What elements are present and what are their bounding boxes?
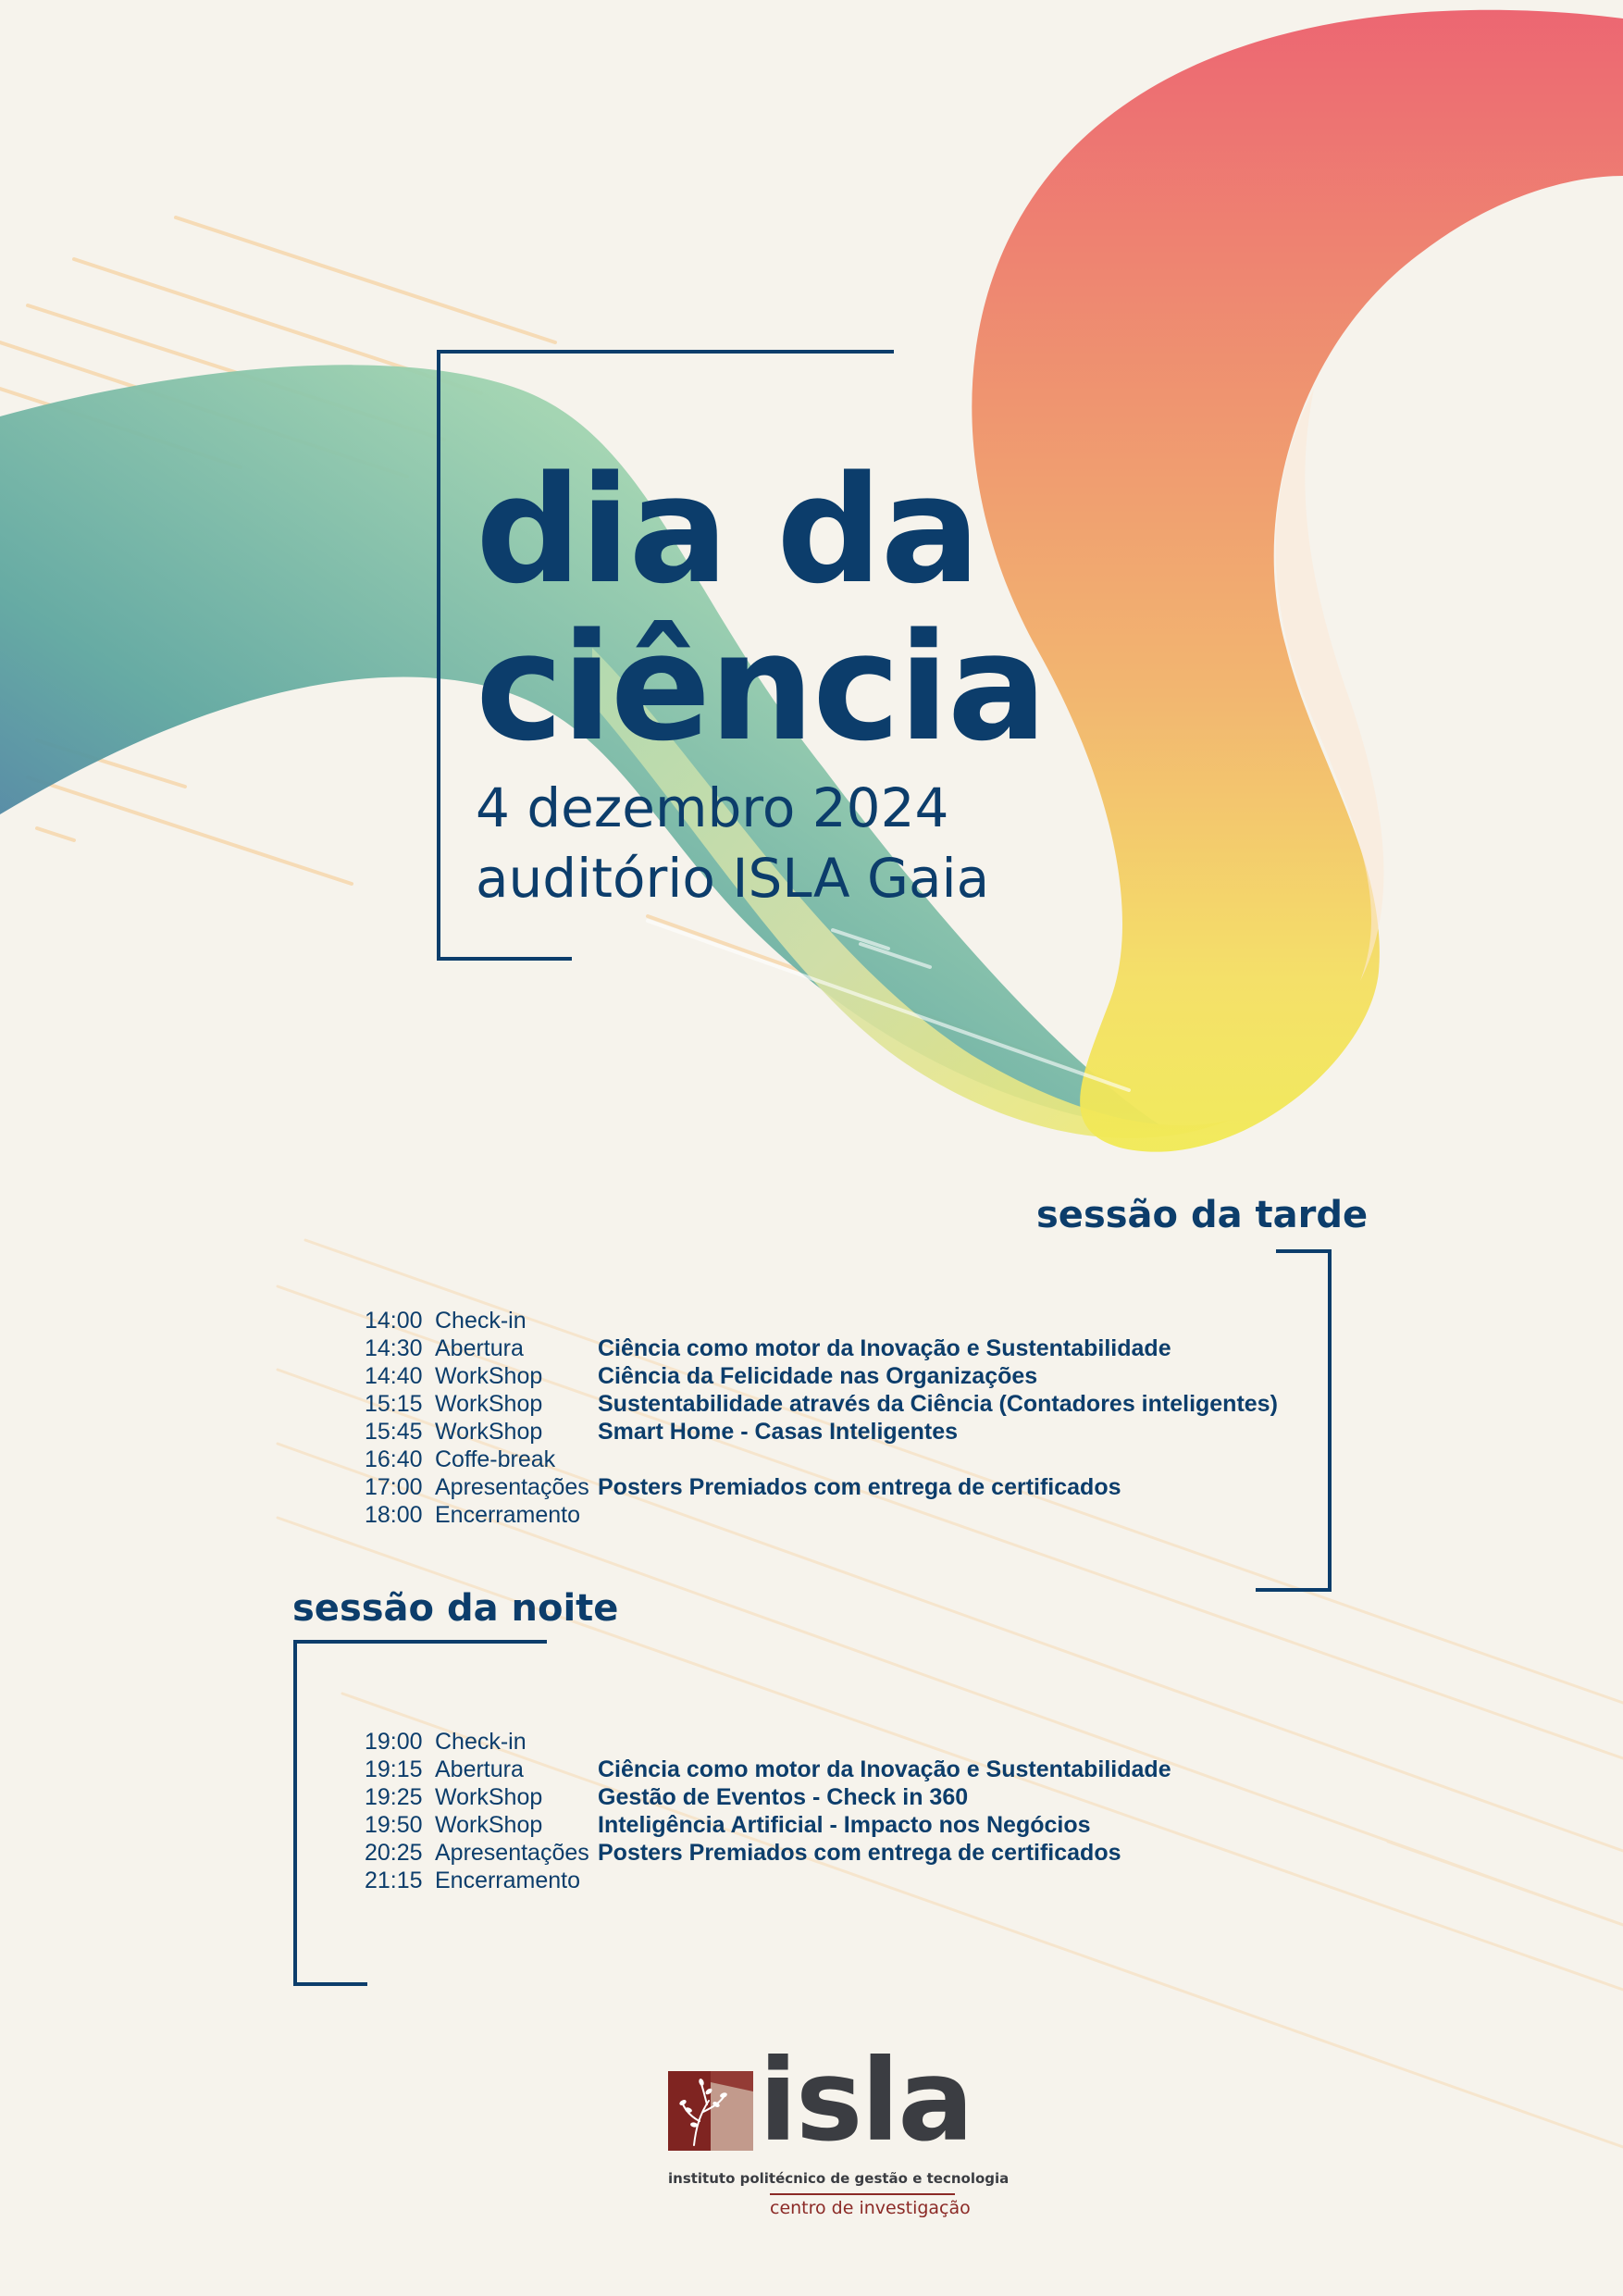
schedule-type: WorkShop	[435, 1363, 543, 1389]
session-afternoon-heading: sessão da tarde	[1036, 1194, 1369, 1236]
schedule-type: Encerramento	[435, 1502, 581, 1528]
isla-unit-name: centro de investigação	[770, 2198, 971, 2218]
session-afternoon-bracket	[1256, 1249, 1332, 1592]
event-title-line2: ciência	[476, 601, 1046, 774]
schedule-title: Inteligência Artificial - Impacto nos Negócios	[598, 1812, 1091, 1838]
schedule-time: 14:00	[365, 1308, 423, 1334]
schedule-title: Gestão de Eventos - Check in 360	[598, 1784, 969, 1810]
schedule-type: Check-in	[435, 1729, 527, 1755]
schedule-type: WorkShop	[435, 1419, 543, 1445]
session-afternoon-bracket-tick	[1276, 1249, 1332, 1253]
event-venue: auditório ISLA Gaia	[476, 847, 990, 910]
schedule-type: Abertura	[435, 1756, 524, 1782]
schedule-time: 16:40	[365, 1446, 423, 1472]
schedule-time: 15:15	[365, 1391, 423, 1417]
event-date: 4 dezembro 2024	[476, 776, 949, 839]
schedule-title: Ciência da Felicidade nas Organizações	[598, 1363, 1038, 1389]
schedule-title: Smart Home - Casas Inteligentes	[598, 1419, 959, 1445]
session-evening-bracket	[293, 1640, 367, 1986]
schedule-title: Ciência como motor da Inovação e Sustentabilidade	[598, 1756, 1171, 1782]
schedule-time: 14:40	[365, 1363, 423, 1389]
schedule-type: WorkShop	[435, 1391, 543, 1417]
schedule-time: 19:15	[365, 1756, 423, 1782]
schedule-type: Abertura	[435, 1335, 524, 1361]
isla-institution-name: instituto politécnico de gestão e tecnologia	[668, 2170, 1010, 2187]
title-frame-top-rule	[440, 350, 894, 354]
schedule-title: Ciência como motor da Inovação e Sustentabilidade	[598, 1335, 1171, 1361]
event-details	[476, 773, 989, 913]
isla-logo-rule	[770, 2193, 955, 2195]
isla-emblem-icon	[666, 2064, 757, 2156]
schedule-type: Encerramento	[435, 1868, 581, 1893]
schedule-time: 21:15	[365, 1868, 423, 1893]
schedule-title: Posters Premiados com entrega de certificados	[598, 1840, 1121, 1866]
isla-logo	[666, 2035, 1010, 2219]
schedule-time: 19:00	[365, 1729, 423, 1755]
title-frame-bottom-rule	[440, 957, 572, 961]
schedule-time: 20:25	[365, 1840, 423, 1866]
schedule-type: WorkShop	[435, 1784, 543, 1810]
schedule-title: Sustentabilidade através da Ciência (Contadores inteligentes)	[598, 1391, 1278, 1417]
isla-wordmark: isla	[759, 2035, 973, 2166]
schedule-type: Coffe-break	[435, 1446, 556, 1472]
schedule-type: WorkShop	[435, 1812, 543, 1838]
event-title	[476, 443, 1046, 774]
schedule-time: 18:00	[365, 1502, 423, 1528]
schedule-type: Apresentações	[435, 1474, 589, 1500]
session-evening-bracket-tick	[293, 1640, 547, 1644]
schedule-time: 19:50	[365, 1812, 423, 1838]
schedule-time: 17:00	[365, 1474, 423, 1500]
schedule-time: 15:45	[365, 1419, 423, 1445]
session-evening-heading: sessão da noite	[292, 1587, 619, 1630]
event-title-line1: dia da	[476, 443, 979, 616]
schedule-type: Check-in	[435, 1308, 527, 1334]
schedule-time: 14:30	[365, 1335, 423, 1361]
schedule-title: Posters Premiados com entrega de certificados	[598, 1474, 1121, 1500]
schedule-time: 19:25	[365, 1784, 423, 1810]
schedule-type: Apresentações	[435, 1840, 589, 1866]
